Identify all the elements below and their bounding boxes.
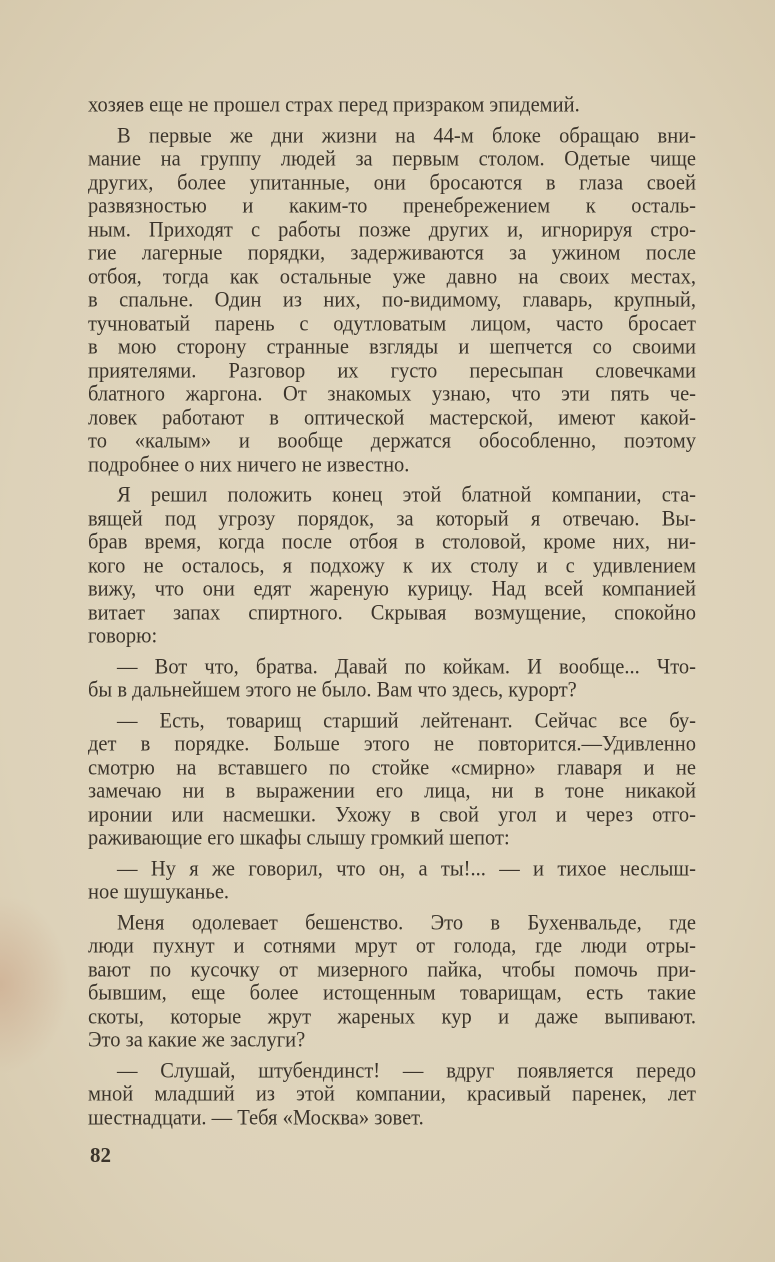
text-line: хозяев еще не прошел страх перед призраком эпидемий. bbox=[88, 93, 580, 117]
text-line: ловек работают в оптической мастерской, имеют какой- bbox=[88, 405, 696, 430]
text-line: подробнее о них ничего не известно. bbox=[88, 452, 410, 477]
text-line: витает запах спиртного. Скрывая возмущение, спокойно bbox=[88, 600, 696, 625]
paragraph bbox=[88, 912, 696, 1053]
text-line: брав время, когда после отбоя в столовой, кроме них, ни- bbox=[88, 530, 696, 554]
paragraph bbox=[88, 484, 696, 649]
book-page-text bbox=[88, 94, 696, 1130]
paragraph bbox=[88, 94, 696, 118]
text-line: ным. Приходят с работы позже других и, игнорируя стро- bbox=[88, 217, 696, 242]
text-line: скоты, которые жрут жареных кур и даже выпивают. bbox=[88, 1004, 696, 1029]
text-line: шестнадцати. — Тебя «Москва» зовет. bbox=[88, 1105, 424, 1130]
text-line: ное шушуканье. bbox=[88, 880, 230, 904]
paragraph bbox=[88, 710, 696, 851]
text-line: В первые же дни жизни на 44-м блоке обращаю вни- bbox=[117, 123, 696, 148]
text-line: Я решил положить конец этой блатной компании, ста- bbox=[117, 483, 696, 507]
text-line: кого не осталось, я подхожу к их столу и с удивлением bbox=[88, 553, 696, 578]
text-line: иронии или насмешки. Ухожу в свой угол и через отго- bbox=[88, 802, 696, 827]
text-line: — Есть, товарищ старший лейтенант. Сейчас все бу- bbox=[117, 708, 696, 733]
text-line: — Вот что, братва. Давай по койкам. И вообще... Что- bbox=[117, 654, 696, 679]
text-line: блатного жаргона. От знакомых узнаю, что эти пять че- bbox=[88, 382, 696, 406]
text-line: приятелями. Разговор их густо пересыпан словечками bbox=[88, 358, 696, 383]
paragraph bbox=[88, 1060, 696, 1131]
text-line: мной младший из этой компании, красивый паренек, лет bbox=[88, 1082, 696, 1106]
text-line: то «калым» и вообще держатся обособленно, поэтому bbox=[88, 429, 696, 453]
text-line: — Слушай, штубендинст! — вдруг появляется передо bbox=[117, 1058, 696, 1083]
paragraph bbox=[88, 858, 696, 905]
text-line: гие лагерные порядки, задерживаются за ужином после bbox=[88, 241, 696, 265]
text-line: замечаю ни в выражении его лица, ни в тоне никакой bbox=[88, 779, 696, 803]
text-line: Это за какие же заслуги? bbox=[88, 1028, 306, 1052]
text-line: развязностью и каким-то пренебрежением к осталь- bbox=[88, 194, 696, 218]
text-line: — Ну я же говорил, что он, а ты!... — и тихое неслыш- bbox=[117, 856, 696, 881]
text-line: люди пухнут и сотнями мрут от голода, где люди отры- bbox=[88, 934, 696, 958]
text-line: отбоя, тогда как остальные уже давно на своих местах, bbox=[88, 264, 696, 289]
paragraph bbox=[88, 656, 696, 703]
text-line: других, более упитанные, они бросаются в глаза своей bbox=[88, 170, 696, 195]
text-line: говорю: bbox=[88, 624, 158, 648]
text-line: раживающие его шкафы слышу громкий шепот: bbox=[88, 826, 510, 850]
text-line: вают по кусочку от мизерного пайка, чтобы помочь при- bbox=[88, 957, 696, 982]
text-line: тучноватый парень с одутловатым лицом, часто бросает bbox=[88, 311, 696, 336]
text-line: вижу, что они едят жареную курицу. Над всей компанией bbox=[88, 577, 696, 601]
page-number: 82 bbox=[90, 1143, 111, 1167]
text-line: вящей под угрозу порядок, за который я отвечаю. Вы- bbox=[88, 506, 696, 531]
paragraph bbox=[88, 125, 696, 478]
text-line: бывшим, еще более истощенным товарищам, есть такие bbox=[88, 981, 696, 1005]
text-line: смотрю на вставшего по стойке «смирно» главаря и не bbox=[88, 755, 696, 780]
text-line: в спальне. Один из них, по-видимому, главарь, крупный, bbox=[88, 288, 696, 312]
text-line: Меня одолевает бешенство. Это в Бухенвальде, где bbox=[117, 910, 696, 935]
text-line: мание на группу людей за первым столом. Одетые чище bbox=[88, 147, 696, 171]
text-line: дет в порядке. Больше этого не повторится.—Удивленно bbox=[88, 732, 696, 756]
text-line: в мою сторону странные взгляды и шепчется со своими bbox=[88, 335, 696, 359]
text-line: бы в дальнейшем этого не было. Вам что здесь, курорт? bbox=[88, 678, 577, 702]
